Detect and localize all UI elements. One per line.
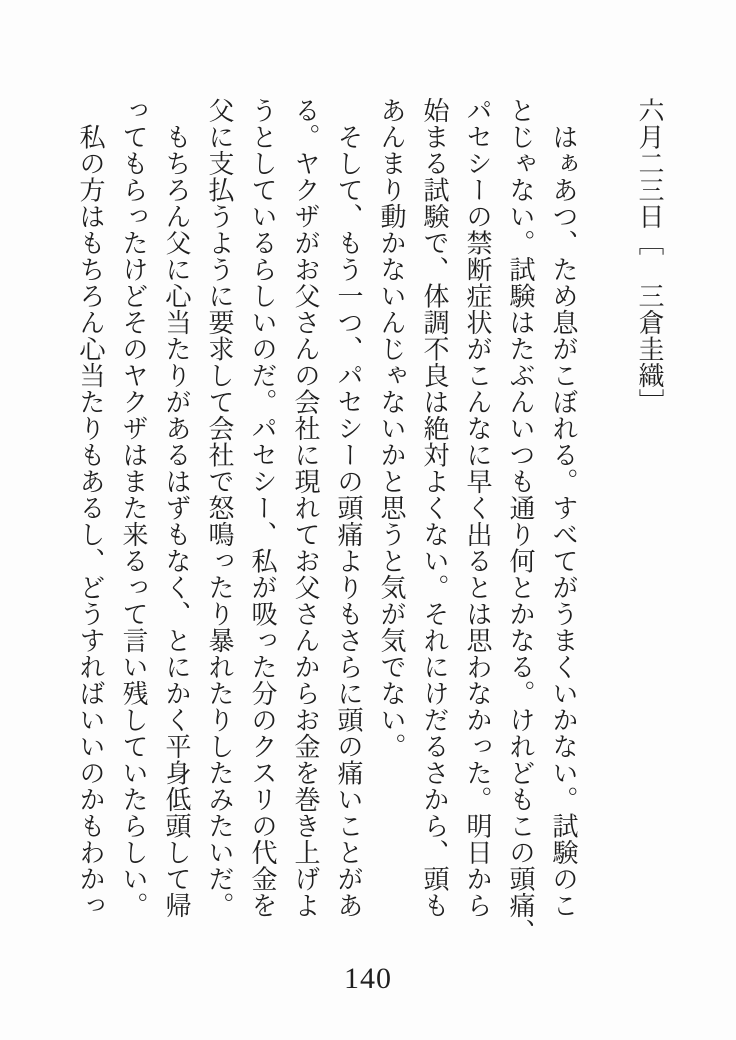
text-column: 私の方はもちろん心当たりもあるし、どうすればいいのかもわかっ	[76, 97, 105, 919]
text-column: もちろん父に心当たりがあるはずもなく、とにかく平身低頭して帰	[162, 97, 191, 919]
text-column: る。ヤクザがお父さんの会社に現れてお父さんからお金を巻き上げよ	[291, 97, 320, 919]
text-column: うとしているらしいのだ。パセシー、私が吸った分のクスリの代金を	[248, 97, 277, 919]
text-column: ってもらったけどそのヤクザはまた来るって言い残していたらしい。	[119, 97, 148, 919]
text-column: とじゃない。試験はたぶんいつも通り何とかなる。けれどもこの頭痛、	[506, 97, 535, 945]
page-number: 140	[344, 962, 392, 995]
vertical-text-block	[69, 97, 671, 945]
text-column: そして、もう一つ、パセシーの頭痛よりもさらに頭の痛いことがあ	[334, 97, 363, 919]
text-column: 始まる試験で、体調不良は絶対よくない。それにけだるさから、頭も	[420, 97, 449, 919]
date-heading: 六月二三日［ 三倉圭織］	[635, 97, 664, 415]
text-column: はぁあつ、ため息がこぼれる。すべてがうまくいかない。試験のこ	[549, 97, 578, 919]
text-column: パセシーの禁断症状がこんなに早く出るとは思わなかった。明日から	[463, 97, 492, 919]
text-column: あんまり動かないんじゃないかと思うと気が気でない。	[377, 97, 406, 760]
text-column: 父に支払うように要求して会社で怒鳴ったり暴れたりしたみたいだ。	[205, 97, 234, 919]
